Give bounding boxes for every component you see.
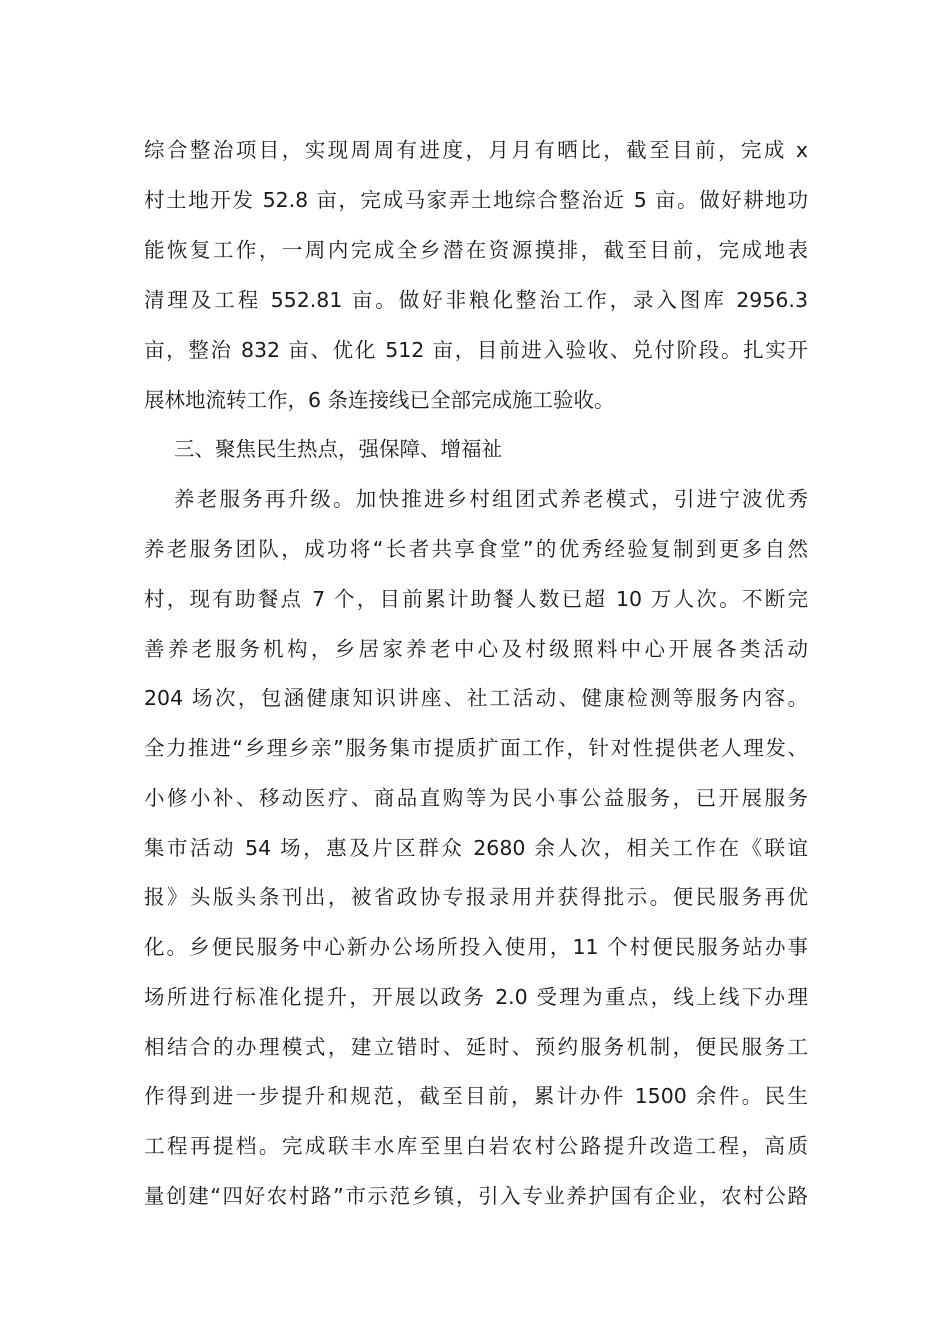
text-line: 善养老服务机构，乡居家养老中心及村级照料中心开展各类活动	[144, 637, 808, 661]
text-line: 报》头版头条刊出，被省政协专报录用并获得批示。便民服务再优	[144, 885, 808, 909]
section-heading: 三、聚焦民生热点，强保障、增福祉	[174, 437, 502, 461]
text-line: 村，现有助餐点 7 个，目前累计助餐人数已超 10 万人次。不断完	[144, 587, 808, 611]
text-line: 集市活动 54 场，惠及片区群众 2680 余人次，相关工作在《联谊	[144, 836, 808, 860]
text-line: 养老服务再升级。加快推进乡村组团式养老模式，引进宁波优秀	[174, 487, 808, 511]
text-line: 亩，整治 832 亩、优化 512 亩，目前进入验收、兑付阶段。扎实开	[144, 338, 808, 362]
text-line: 村土地开发 52.8 亩，完成马家弄土地综合整治近 5 亩。做好耕地功	[144, 188, 808, 212]
text-line: 清理及工程 552.81 亩。做好非粮化整治工作，录入图库 2956.3	[144, 288, 808, 312]
text-line: 全力推进“乡理乡亲”服务集市提质扩面工作，针对性提供老人理发、	[144, 736, 808, 760]
text-line: 相结合的办理模式，建立错时、延时、预约服务机制，便民服务工	[144, 1035, 808, 1059]
text-line: 化。乡便民服务中心新办公场所投入使用，11 个村便民服务站办事	[144, 935, 808, 959]
text-line: 综合整治项目，实现周周有进度，月月有晒比，截至目前，完成 x	[144, 138, 808, 162]
text-line: 能恢复工作，一周内完成全乡潜在资源摸排，截至目前，完成地表	[144, 238, 808, 262]
text-line: 场所进行标准化提升，开展以政务 2.0 受理为重点，线上线下办理	[144, 985, 808, 1009]
text-line: 工程再提档。完成联丰水库至里白岩农村公路提升改造工程，高质	[144, 1134, 808, 1158]
text-line: 204 场次，包涵健康知识讲座、社工活动、健康检测等服务内容。	[144, 686, 808, 710]
text-line: 养老服务团队，成功将“长者共享食堂”的优秀经验复制到更多自然	[144, 537, 808, 561]
text-line: 展林地流转工作，6 条连接线已全部完成施工验收。	[144, 388, 615, 412]
text-line: 作得到进一步提升和规范，截至目前，累计办件 1500 余件。民生	[144, 1084, 808, 1108]
text-line: 小修小补、移动医疗、商品直购等为民小事公益服务，已开展服务	[144, 786, 808, 810]
text-line: 量创建“四好农村路”市示范乡镇，引入专业养护国有企业，农村公路	[144, 1184, 808, 1208]
